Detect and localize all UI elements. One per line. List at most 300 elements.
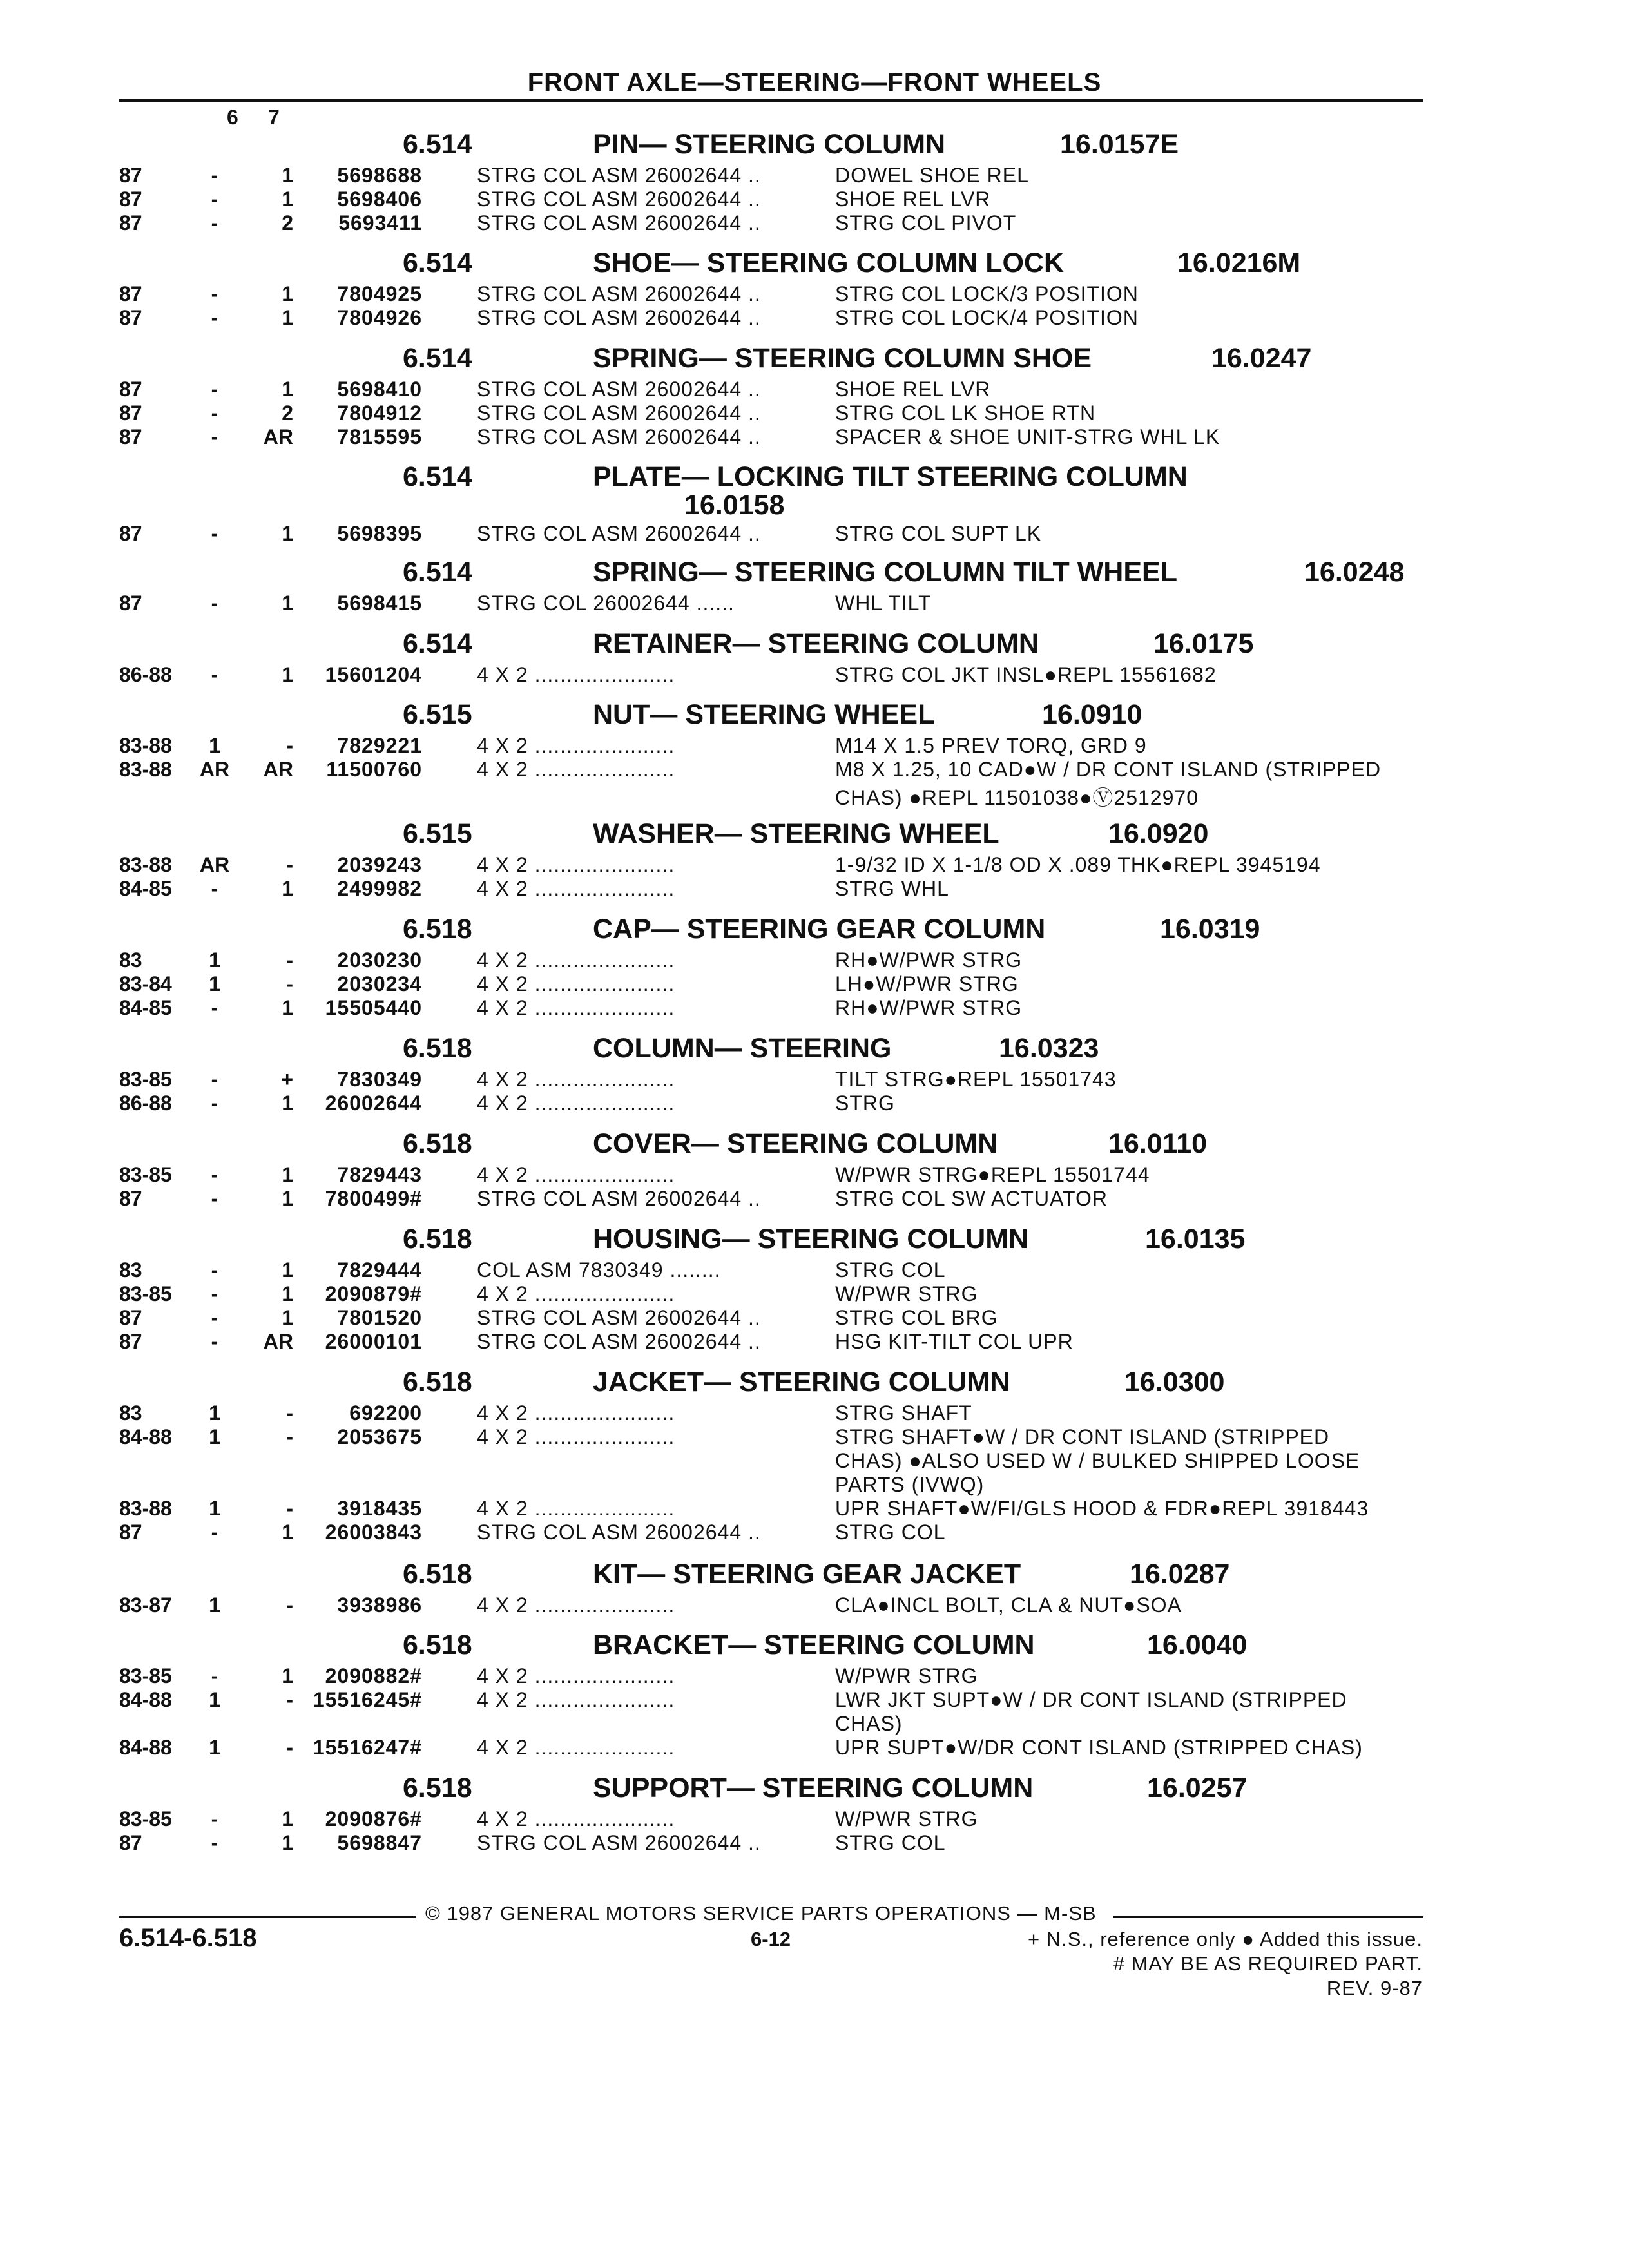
- qty-col-6: -: [211, 996, 218, 1019]
- footer-rule-right: [1113, 1916, 1423, 1918]
- description-continued: [0, 1449, 1629, 1473]
- qty-col-6: 1: [209, 1425, 220, 1448]
- section-number: 6.518: [403, 1033, 472, 1064]
- qty-col-7: -: [286, 734, 293, 757]
- footer-rule-left: [119, 1916, 416, 1918]
- model-year: 87: [119, 1521, 142, 1544]
- section-heading: [0, 461, 1629, 496]
- qty-col-6: -: [211, 378, 218, 401]
- model-year: 87: [119, 164, 142, 187]
- section-number: 6.514: [403, 129, 472, 160]
- qty-col-7: 1: [282, 1258, 293, 1282]
- section-heading: [0, 818, 1629, 853]
- description: 1-9/32 ID X 1-1/8 OD X .089 THK●REPL 3945194: [835, 853, 1321, 876]
- qty-col-7: -: [286, 972, 293, 995]
- qty-col-6: -: [211, 1831, 218, 1854]
- qty-col-6: 1: [209, 1688, 220, 1711]
- usage: 4 X 2 ......................: [477, 1068, 675, 1091]
- section-code: 16.0216M: [1177, 247, 1301, 278]
- section-number: 6.518: [403, 914, 472, 945]
- description: SPACER & SHOE UNIT-STRG WHL LK: [835, 425, 1220, 448]
- description: STRG COL PIVOT: [835, 211, 1017, 235]
- qty-col-6: -: [211, 591, 218, 615]
- table-row: [0, 1831, 1629, 1855]
- table-row: [0, 1497, 1629, 1521]
- description: STRG: [835, 1091, 895, 1115]
- qty-col-7: 1: [282, 1306, 293, 1329]
- model-year: 86-88: [119, 1091, 172, 1115]
- column-7-heading: 7: [268, 106, 280, 129]
- qty-col-7: 1: [282, 1282, 293, 1305]
- part-number: 7804912: [337, 401, 422, 425]
- table-row: [0, 211, 1629, 235]
- usage: 4 X 2 ......................: [477, 663, 675, 686]
- table-row: [0, 164, 1629, 187]
- qty-col-6: AR: [199, 758, 230, 781]
- part-number: 2090879#: [325, 1282, 422, 1305]
- description: WHL TILT: [835, 591, 932, 615]
- qty-col-7: +: [281, 1068, 293, 1091]
- usage: 4 X 2 ......................: [477, 1401, 675, 1425]
- section-number: 6.514: [403, 557, 472, 588]
- qty-col-7: 1: [282, 378, 293, 401]
- section: [0, 914, 1629, 1020]
- usage: 4 X 2 ......................: [477, 1282, 675, 1305]
- table-row: [0, 877, 1629, 901]
- usage: 4 X 2 ......................: [477, 1736, 675, 1759]
- qty-col-6: -: [211, 306, 218, 329]
- model-year: 87: [119, 282, 142, 305]
- usage: 4 X 2 ......................: [477, 1807, 675, 1831]
- part-number: 15516245#: [313, 1688, 422, 1711]
- section-heading: [0, 1773, 1629, 1807]
- qty-col-7: -: [286, 1688, 293, 1711]
- section-code: 16.0110: [1108, 1128, 1208, 1159]
- model-year: 87: [119, 591, 142, 615]
- part-number: 7830349: [337, 1068, 422, 1091]
- section-number: 6.518: [403, 1773, 472, 1803]
- description: STRG COL JKT INSL●REPL 15561682: [835, 663, 1217, 686]
- part-number: 2030234: [337, 972, 422, 995]
- description: M14 X 1.5 PREV TORQ, GRD 9: [835, 734, 1147, 757]
- usage: STRG COL ASM 26002644 ..: [477, 1306, 761, 1329]
- usage: 4 X 2 ......................: [477, 1163, 675, 1186]
- description: CLA●INCL BOLT, CLA & NUT●SOA: [835, 1593, 1182, 1617]
- qty-col-6: -: [211, 522, 218, 545]
- section-code: 16.0135: [1145, 1224, 1246, 1254]
- qty-col-7: AR: [263, 425, 293, 448]
- table-row: [0, 1521, 1629, 1544]
- part-number: 5698410: [337, 378, 422, 401]
- table-row: [0, 1258, 1629, 1282]
- section-number: 6.518: [403, 1367, 472, 1398]
- model-year: 83-88: [119, 758, 172, 781]
- section: [0, 557, 1629, 615]
- qty-col-7: 2: [282, 401, 293, 425]
- part-number: 26000101: [325, 1330, 422, 1353]
- table-row: [0, 972, 1629, 996]
- table-row: [0, 758, 1629, 782]
- table-row: [0, 1330, 1629, 1354]
- model-year: 87: [119, 211, 142, 235]
- section: [0, 1224, 1629, 1354]
- qty-col-7: -: [286, 853, 293, 876]
- description-line: PARTS (IVWQ): [835, 1473, 985, 1496]
- qty-col-7: 1: [282, 522, 293, 545]
- usage: 4 X 2 ......................: [477, 1425, 675, 1448]
- table-row: [0, 282, 1629, 306]
- part-number: 5698406: [337, 187, 422, 211]
- qty-col-6: -: [211, 401, 218, 425]
- part-number: 2039243: [337, 853, 422, 876]
- description: STRG WHL: [835, 877, 949, 900]
- header-rule: [119, 99, 1423, 102]
- description: TILT STRG●REPL 15501743: [835, 1068, 1117, 1091]
- section-number: 6.518: [403, 1629, 472, 1660]
- qty-col-7: 1: [282, 1521, 293, 1544]
- part-number: 2090876#: [325, 1807, 422, 1831]
- section-code: 16.0175: [1153, 628, 1254, 659]
- part-number: 7815595: [337, 425, 422, 448]
- table-row: [0, 1593, 1629, 1617]
- qty-col-7: AR: [263, 758, 293, 781]
- table-row: [0, 1425, 1629, 1449]
- section-code: 16.0257: [1147, 1773, 1248, 1803]
- section-code: 16.0040: [1147, 1629, 1248, 1660]
- usage: 4 X 2 ......................: [477, 1664, 675, 1687]
- qty-col-7: 1: [282, 1807, 293, 1831]
- part-number: 26003843: [325, 1521, 422, 1544]
- model-year: 84-85: [119, 996, 172, 1019]
- model-year: 87: [119, 378, 142, 401]
- section-code: 16.0323: [999, 1033, 1099, 1064]
- table-row: [0, 522, 1629, 546]
- model-year: 83-85: [119, 1664, 172, 1687]
- usage: STRG COL ASM 26002644 ..: [477, 1330, 761, 1353]
- part-number: 2053675: [337, 1425, 422, 1448]
- section: [0, 129, 1629, 235]
- description-line: CHAS) ●ALSO USED W / BULKED SHIPPED LOOSE: [835, 1449, 1360, 1472]
- qty-col-6: 1: [209, 734, 220, 757]
- section-heading: [0, 343, 1629, 378]
- usage: STRG COL ASM 26002644 ..: [477, 187, 761, 211]
- qty-col-6: -: [211, 187, 218, 211]
- description-continued: [0, 1712, 1629, 1736]
- section: [0, 699, 1629, 809]
- qty-col-6: -: [211, 1521, 218, 1544]
- qty-col-7: 1: [282, 663, 293, 686]
- qty-col-7: 1: [282, 306, 293, 329]
- description: STRG COL: [835, 1831, 946, 1854]
- usage: COL ASM 7830349 ........: [477, 1258, 721, 1282]
- qty-col-7: -: [286, 1736, 293, 1759]
- part-number: 692200: [349, 1401, 422, 1425]
- description: STRG COL SUPT LK: [835, 522, 1042, 545]
- model-year: 84-88: [119, 1736, 172, 1759]
- part-number: 15601204: [325, 663, 422, 686]
- copyright-text: © 1987 GENERAL MOTORS SERVICE PARTS OPERATIONS — M-SB: [425, 1902, 1097, 1925]
- section: [0, 818, 1629, 901]
- usage: 4 X 2 ......................: [477, 996, 675, 1019]
- qty-col-6: 1: [209, 1593, 220, 1617]
- part-number: 5698688: [337, 164, 422, 187]
- usage: 4 X 2 ......................: [477, 948, 675, 972]
- part-number: 7829444: [337, 1258, 422, 1282]
- model-year: 83-87: [119, 1593, 172, 1617]
- section: [0, 1033, 1629, 1115]
- part-number: 2090882#: [325, 1664, 422, 1687]
- description: LWR JKT SUPT●W / DR CONT ISLAND (STRIPPED: [835, 1688, 1347, 1711]
- description: RH●W/PWR STRG: [835, 948, 1023, 972]
- section-title: SHOE— STEERING COLUMN LOCK: [593, 247, 1065, 278]
- description: STRG SHAFT: [835, 1401, 972, 1425]
- table-row: [0, 1807, 1629, 1831]
- page-title: FRONT AXLE—STEERING—FRONT WHEELS: [527, 68, 1102, 97]
- qty-col-6: -: [211, 1258, 218, 1282]
- table-row: [0, 1688, 1629, 1712]
- section-number: 6.514: [403, 343, 472, 374]
- qty-col-6: 1: [209, 1736, 220, 1759]
- model-year: 83-85: [119, 1282, 172, 1305]
- section: [0, 461, 1629, 546]
- qty-col-7: 1: [282, 1091, 293, 1115]
- section: [0, 343, 1629, 449]
- description: SHOE REL LVR: [835, 187, 991, 211]
- model-year: 87: [119, 187, 142, 211]
- description: W/PWR STRG: [835, 1282, 978, 1305]
- description: W/PWR STRG: [835, 1664, 978, 1687]
- model-year: 83-84: [119, 972, 172, 995]
- table-row: [0, 1163, 1629, 1187]
- qty-col-6: -: [211, 1282, 218, 1305]
- description-line: CHAS): [835, 1712, 903, 1735]
- section: [0, 247, 1629, 330]
- section: [0, 1128, 1629, 1211]
- qty-col-6: 1: [209, 972, 220, 995]
- description: STRG COL SW ACTUATOR: [835, 1187, 1108, 1210]
- qty-col-7: -: [286, 1497, 293, 1520]
- model-year: 83-88: [119, 853, 172, 876]
- model-year: 87: [119, 1306, 142, 1329]
- qty-col-6: 1: [209, 1497, 220, 1520]
- table-row: [0, 378, 1629, 401]
- description-continued: [0, 1473, 1629, 1497]
- section-number: 6.518: [403, 1128, 472, 1159]
- section: [0, 1367, 1629, 1544]
- section-heading: [0, 1629, 1629, 1664]
- part-number: 7804926: [337, 306, 422, 329]
- model-year: 87: [119, 401, 142, 425]
- usage: 4 X 2 ......................: [477, 1593, 675, 1617]
- section-code: 16.0157E: [1060, 129, 1179, 160]
- section-title: PIN— STEERING COLUMN: [593, 129, 946, 160]
- section-code: 16.0300: [1124, 1367, 1225, 1398]
- part-number: 26002644: [325, 1091, 422, 1115]
- model-year: 83-85: [119, 1068, 172, 1091]
- revision-note: REV. 9-87: [1326, 1977, 1423, 1999]
- section-number: 6.514: [403, 247, 472, 278]
- section-title: PLATE— LOCKING TILT STEERING COLUMN: [593, 461, 1188, 492]
- section-title: SPRING— STEERING COLUMN TILT WHEEL: [593, 557, 1177, 588]
- section-number: 6.518: [403, 1224, 472, 1254]
- qty-col-7: 1: [282, 996, 293, 1019]
- description: STRG COL: [835, 1521, 946, 1544]
- model-year: 87: [119, 1831, 142, 1854]
- table-row: [0, 306, 1629, 330]
- qty-col-6: -: [211, 1807, 218, 1831]
- section: [0, 628, 1629, 687]
- usage: STRG COL ASM 26002644 ..: [477, 282, 761, 305]
- table-row: [0, 1068, 1629, 1091]
- section-title: CAP— STEERING GEAR COLUMN: [593, 914, 1046, 945]
- model-year: 83: [119, 948, 142, 972]
- qty-col-6: -: [211, 211, 218, 235]
- part-number: 11500760: [326, 758, 422, 781]
- section-heading: [0, 1367, 1629, 1401]
- table-row: [0, 663, 1629, 687]
- qty-col-7: -: [286, 1401, 293, 1425]
- legend-note-as-required: # MAY BE AS REQUIRED PART.: [1113, 1952, 1423, 1975]
- description: UPR SHAFT●W/FI/GLS HOOD & FDR●REPL 3918443: [835, 1497, 1369, 1520]
- section-heading: [0, 628, 1629, 663]
- section-number: 6.514: [403, 628, 472, 659]
- section-code: 16.0248: [1304, 557, 1405, 588]
- description: DOWEL SHOE REL: [835, 164, 1029, 187]
- qty-col-6: -: [211, 1306, 218, 1329]
- qty-col-7: 1: [282, 164, 293, 187]
- qty-col-7: 1: [282, 282, 293, 305]
- section-range: 6.514-6.518: [119, 1924, 257, 1952]
- usage: STRG COL 26002644 ......: [477, 591, 735, 615]
- usage: STRG COL ASM 26002644 ..: [477, 522, 761, 545]
- qty-col-7: 1: [282, 1831, 293, 1854]
- section-title: RETAINER— STEERING COLUMN: [593, 628, 1039, 659]
- description: STRG COL BRG: [835, 1306, 998, 1329]
- qty-col-6: -: [211, 1163, 218, 1186]
- description: STRG COL: [835, 1258, 946, 1282]
- model-year: 84-88: [119, 1425, 172, 1448]
- section-title: COLUMN— STEERING: [593, 1033, 892, 1064]
- table-row: [0, 401, 1629, 425]
- part-number: 3938986: [337, 1593, 422, 1617]
- model-year: 84-85: [119, 877, 172, 900]
- section-number: 6.515: [403, 818, 472, 849]
- column-6-heading: 6: [227, 106, 238, 129]
- qty-col-7: 1: [282, 1664, 293, 1687]
- usage: STRG COL ASM 26002644 ..: [477, 1521, 761, 1544]
- usage: 4 X 2 ......................: [477, 972, 675, 995]
- description: HSG KIT-TILT COL UPR: [835, 1330, 1074, 1353]
- table-row: [0, 1736, 1629, 1760]
- table-row: [0, 996, 1629, 1020]
- table-row: [0, 187, 1629, 211]
- qty-col-6: -: [211, 1068, 218, 1091]
- qty-col-7: -: [286, 1593, 293, 1617]
- section-code: 16.0910: [1042, 699, 1142, 730]
- qty-col-7: 1: [282, 591, 293, 615]
- section-heading: [0, 557, 1629, 591]
- description-continued: [0, 782, 1629, 809]
- section-title: SUPPORT— STEERING COLUMN: [593, 1773, 1034, 1803]
- section-code: 16.0319: [1160, 914, 1260, 945]
- model-year: 83-88: [119, 1497, 172, 1520]
- part-number: 2030230: [337, 948, 422, 972]
- model-year: 87: [119, 425, 142, 448]
- section-title: COVER— STEERING COLUMN: [593, 1128, 998, 1159]
- section-title: HOUSING— STEERING COLUMN: [593, 1224, 1029, 1254]
- part-number: 2499982: [337, 877, 422, 900]
- table-row: [0, 1282, 1629, 1306]
- usage: STRG COL ASM 26002644 ..: [477, 401, 761, 425]
- section-heading: [0, 1224, 1629, 1258]
- part-number: 7829221: [337, 734, 422, 757]
- qty-col-7: 1: [282, 1163, 293, 1186]
- section-heading: [0, 1128, 1629, 1163]
- model-year: 83-88: [119, 734, 172, 757]
- usage: STRG COL ASM 26002644 ..: [477, 1187, 761, 1210]
- part-number: 5698415: [337, 591, 422, 615]
- table-row: [0, 1664, 1629, 1688]
- description: M8 X 1.25, 10 CAD●W / DR CONT ISLAND (STRIPPED: [835, 758, 1382, 781]
- description-line: CHAS) ●REPL 11501038●Ⓥ2512970: [835, 786, 1199, 809]
- section-title: JACKET— STEERING COLUMN: [593, 1367, 1010, 1398]
- table-row: [0, 1306, 1629, 1330]
- description: UPR SUPT●W/DR CONT ISLAND (STRIPPED CHAS): [835, 1736, 1363, 1759]
- part-number: 7800499#: [325, 1187, 422, 1210]
- usage: STRG COL ASM 26002644 ..: [477, 211, 761, 235]
- section-title: WASHER— STEERING WHEEL: [593, 818, 999, 849]
- section: [0, 1773, 1629, 1855]
- table-row: [0, 734, 1629, 758]
- description: RH●W/PWR STRG: [835, 996, 1023, 1019]
- usage: STRG COL ASM 26002644 ..: [477, 1831, 761, 1854]
- section-heading: [0, 914, 1629, 948]
- table-row: [0, 948, 1629, 972]
- model-year: 87: [119, 1330, 142, 1353]
- section-number: 6.515: [403, 699, 472, 730]
- section-title: NUT— STEERING WHEEL: [593, 699, 935, 730]
- part-number: 5698395: [337, 522, 422, 545]
- section: [0, 1629, 1629, 1760]
- table-row: [0, 425, 1629, 449]
- model-year: 86-88: [119, 663, 172, 686]
- table-row: [0, 591, 1629, 615]
- model-year: 83-85: [119, 1163, 172, 1186]
- qty-col-6: -: [211, 1187, 218, 1210]
- qty-col-7: 1: [282, 877, 293, 900]
- section-heading: [0, 1033, 1629, 1068]
- description: W/PWR STRG: [835, 1807, 978, 1831]
- part-number: 5693411: [338, 211, 422, 235]
- usage: STRG COL ASM 26002644 ..: [477, 378, 761, 401]
- section-heading: [0, 1559, 1629, 1593]
- section-code: 16.0920: [1108, 818, 1209, 849]
- section-code: 16.0247: [1211, 343, 1312, 374]
- usage: 4 X 2 ......................: [477, 877, 675, 900]
- part-number: 7829443: [337, 1163, 422, 1186]
- model-year: 87: [119, 306, 142, 329]
- qty-col-7: 1: [282, 1187, 293, 1210]
- qty-col-6: -: [211, 1330, 218, 1353]
- qty-col-7: 2: [282, 211, 293, 235]
- qty-col-6: -: [211, 425, 218, 448]
- usage: 4 X 2 ......................: [477, 734, 675, 757]
- description: LH●W/PWR STRG: [835, 972, 1019, 995]
- usage: 4 X 2 ......................: [477, 853, 675, 876]
- qty-col-7: -: [286, 948, 293, 972]
- table-row: [0, 1401, 1629, 1425]
- section-title: BRACKET— STEERING COLUMN: [593, 1629, 1035, 1660]
